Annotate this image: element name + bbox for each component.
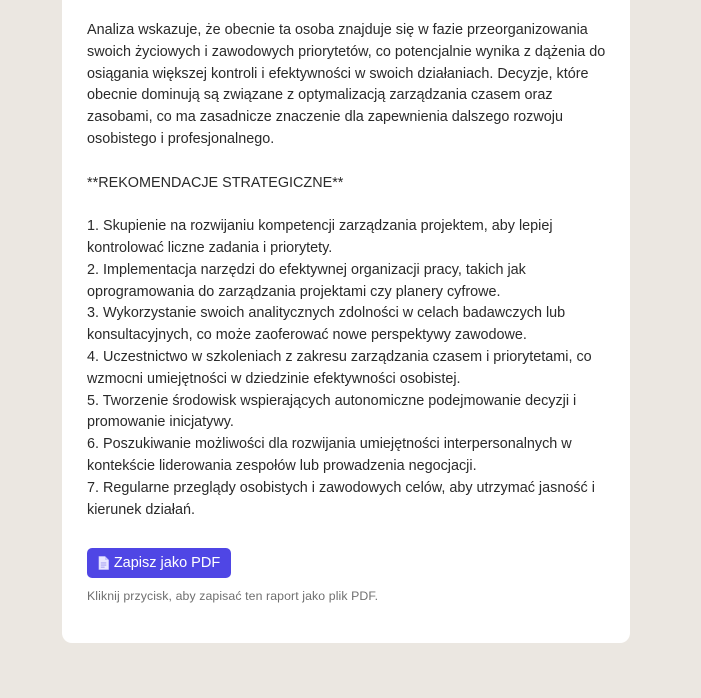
recommendation-item: 2. Implementacja narzędzi do efektywnej organizacji pracy, takich jak oprogramowania do zarządzania projektami czy planery cyfrowe.	[87, 261, 526, 300]
spacer	[87, 151, 612, 173]
analysis-paragraph: Analiza wskazuje, że obecnie ta osoba znajduje się w fazie przeorganizowania swoich życiowych i zawodowych priorytetów, co potencjalnie wynika z dążenia do osiągania większej kontroli i efektywności w swoich działaniach. Decyzje, które obecnie dominują są związane z optymalizacją zarządzania czasem oraz zasobami, co ma zasadnicze znaczenie dla zapewnienia dalszego rozwoju osobistego i profesjonalnego.	[87, 22, 606, 147]
recommendation-item: 3. Wykorzystanie swoich analitycznych zdolności w celach badawczych lub konsultacyjnych, co może zaoferować nowe perspektywy zawodowe.	[87, 305, 566, 344]
spacer	[87, 194, 612, 216]
recommendation-item: 5. Tworzenie środowisk wspierających autonomiczne podejmowanie decyzji i promowanie inicjatywy.	[87, 392, 577, 431]
recommendation-item: 4. Uczestnictwo w szkoleniach z zakresu zarządzania czasem i priorytetami, co wzmocni umiejętności w dziedzinie efektywności osobistej.	[87, 348, 592, 387]
recommendation-item: 1. Skupienie na rozwijaniu kompetencji zarządzania projektem, aby lepiej kontrolować liczne zadania i priorytety.	[87, 218, 553, 256]
section-heading: **REKOMENDACJE STRATEGICZNE**	[87, 174, 344, 191]
save-pdf-button[interactable]	[87, 548, 231, 578]
document-icon	[98, 556, 109, 570]
report-card	[62, 0, 630, 643]
save-hint: Kliknij przycisk, aby zapisać ten raport jako plik PDF.	[87, 589, 379, 603]
report-text	[87, 20, 612, 521]
recommendation-item: 7. Regularne przeglądy osobistych i zawodowych celów, aby utrzymać jasność i kierunek działań.	[87, 479, 595, 518]
recommendation-item: 6. Poszukiwanie możliwości dla rozwijania umiejętności interpersonalnych w kontekście liderowania zespołów lub prowadzenia negocjacji.	[87, 436, 572, 474]
save-pdf-label: Zapisz jako PDF	[113, 555, 221, 571]
